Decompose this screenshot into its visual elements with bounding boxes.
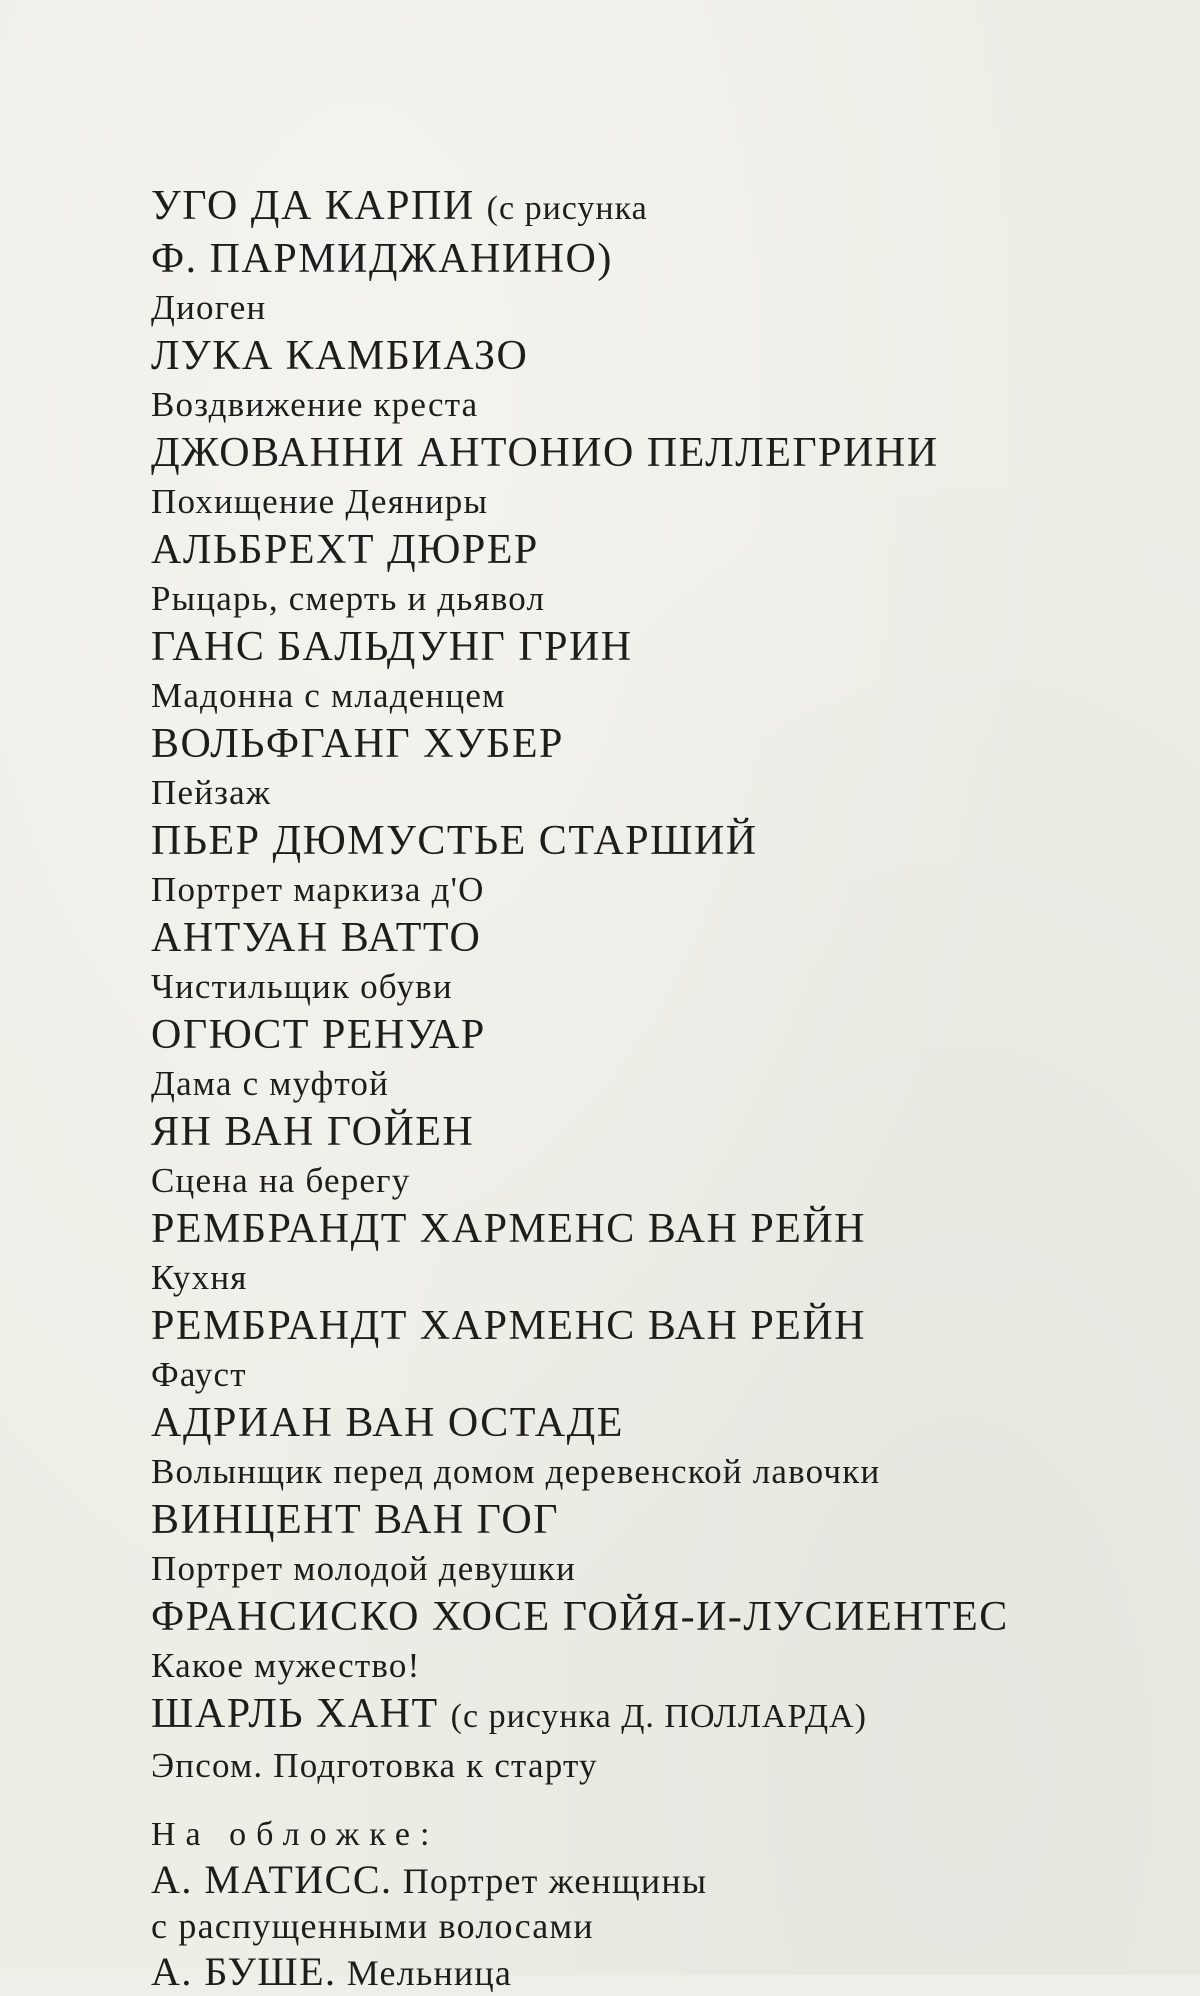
list-item <box>151 1107 1151 1204</box>
artist-name: ВОЛЬФГАНГ ХУБЕР <box>151 721 564 767</box>
artist-name: РЕМБРАНДТ ХАРМЕНС ВАН РЕЙН <box>151 1206 866 1252</box>
cover-credits <box>151 1813 1151 1996</box>
list-item <box>151 1495 1151 1592</box>
artist-name: ЯН ВАН ГОЙЕН <box>151 1109 475 1155</box>
list-item <box>151 1010 1151 1107</box>
artist-name: ПЬЕР ДЮМУСТЬЕ СТАРШИЙ <box>151 818 758 864</box>
cover-artist: А. МАТИСС. <box>151 1857 393 1902</box>
cover-work: Портрет женщины <box>402 1861 708 1901</box>
work-title: Сцена на берегу <box>151 1161 411 1200</box>
artist-name: ЛУКА КАМБИАЗО <box>151 333 529 379</box>
cover-line-3 <box>151 1949 1151 1996</box>
list-item <box>151 622 1151 719</box>
list-item <box>151 1398 1151 1495</box>
cover-line-1 <box>151 1857 1151 1904</box>
cover-line-2: с распущенными волосами <box>151 1906 594 1946</box>
work-title: Портрет маркиза д'О <box>151 870 485 909</box>
work-title: Портрет молодой девушки <box>151 1549 577 1588</box>
work-title: Чистильщик обуви <box>151 967 453 1006</box>
artist-name <box>151 181 1151 234</box>
work-title: Рыцарь, смерть и дьявол <box>151 579 546 618</box>
list-item <box>151 181 1151 331</box>
list-item <box>151 1204 1151 1301</box>
artist-name: РЕМБРАНДТ ХАРМЕНС ВАН РЕЙН <box>151 1303 866 1349</box>
work-title: Волынщик перед домом деревенской лавочки <box>151 1452 881 1491</box>
work-title: Дама с муфтой <box>151 1064 390 1103</box>
list-item <box>151 1592 1151 1689</box>
work-title: Похищение Деяниры <box>151 482 489 521</box>
artist-name-text: ШАРЛЬ ХАНТ <box>151 1691 439 1737</box>
work-title: Фауст <box>151 1355 247 1394</box>
artist-name: ДЖОВАННИ АНТОНИО ПЕЛЛЕГРИНИ <box>151 430 939 476</box>
list-item <box>151 525 1151 622</box>
cover-artist: А. БУШЕ. <box>151 1949 337 1994</box>
artist-name <box>151 1689 1151 1742</box>
work-title: Эпсом. Подготовка к старту <box>151 1746 598 1785</box>
cover-work: Мельница <box>346 1953 513 1993</box>
work-title: Кухня <box>151 1258 248 1297</box>
list-item <box>151 816 1151 913</box>
artist-name: ВИНЦЕНТ ВАН ГОГ <box>151 1497 560 1543</box>
artist-name: ФРАНСИСКО ХОСЕ ГОЙЯ-И-ЛУСИЕНТЕС <box>151 1594 1009 1640</box>
work-title: Какое мужество! <box>151 1646 421 1685</box>
artist-note: (с рисунка Д. ПОЛЛАРДА) <box>450 1698 867 1735</box>
work-title: Мадонна с младенцем <box>151 676 506 715</box>
list-item <box>151 1301 1151 1398</box>
artist-name: АЛЬБРЕХТ ДЮРЕР <box>151 527 539 573</box>
artist-name-continued: Ф. ПАРМИДЖАНИНО) <box>151 236 613 282</box>
artist-name: ГАНС БАЛЬДУНГ ГРИН <box>151 624 633 670</box>
list-item <box>151 428 1151 525</box>
work-title: Воздвижение креста <box>151 385 479 424</box>
list-item <box>151 331 1151 428</box>
artist-name: ОГЮСТ РЕНУАР <box>151 1012 486 1058</box>
artist-name-text: УГО ДА КАРПИ <box>151 183 475 229</box>
list-item <box>151 719 1151 816</box>
list-item <box>151 913 1151 1010</box>
artist-name: АДРИАН ВАН ОСТАДЕ <box>151 1400 624 1446</box>
list-item <box>151 1689 1151 1789</box>
work-title: Пейзаж <box>151 773 272 812</box>
illustration-list <box>151 181 1151 1996</box>
artist-name: АНТУАН ВАТТО <box>151 915 482 961</box>
work-title: Диоген <box>151 288 267 327</box>
artist-note: (с рисунка <box>486 190 648 227</box>
cover-label: На обложке: <box>151 1816 440 1853</box>
